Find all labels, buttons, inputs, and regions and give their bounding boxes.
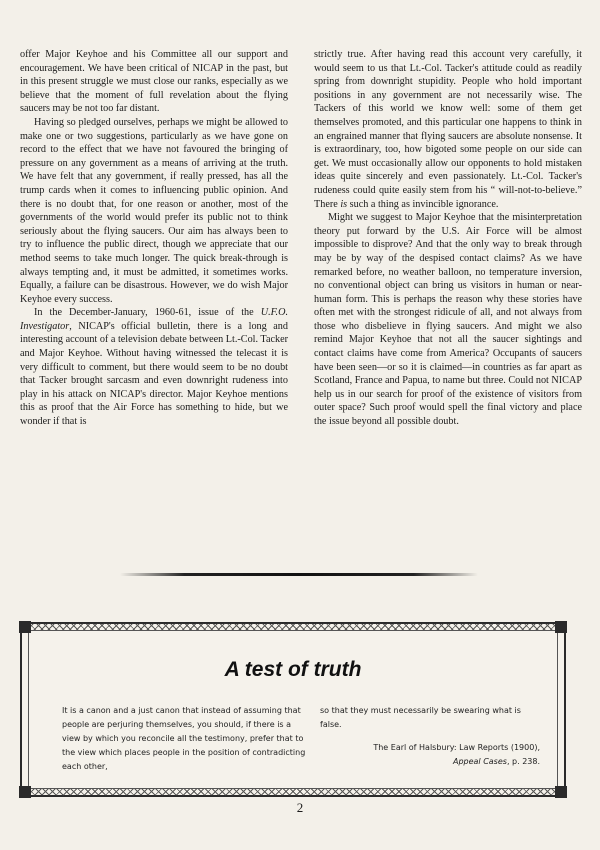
- paragraph: [314, 48, 582, 211]
- paragraph-text: strictly true. After having read this account very carefully, it would seem to us that Lt.-Col. Tacker's attitude could as readily spring from downright stupidity. People who hold important positions in any government are not necessarily wise. The Tackers of this world we know well: some of them get themselves promoted, and this particular one happens to think in an engrained manner that flying saucers are absolute nonsense. It is extraordinary, too, how bigoted some people on our side can get. We must occasionally allow our opponents to hold mistaken ideas quite sincerely and even passionately. Lt.-Col. Tacker's rudeness could quite easily stem from his “ will-not-to-believe.” There: [314, 49, 582, 210]
- quote-body: [62, 704, 540, 774]
- attribution-page: , p. 238.: [506, 757, 540, 766]
- attribution-source: The Earl of Halsbury: Law Reports (1900),: [373, 743, 540, 752]
- paragraph-text: such a thing as invincible ignorance.: [347, 198, 499, 210]
- left-column: [20, 48, 288, 548]
- paragraph: [20, 306, 288, 428]
- decorative-border-top: [28, 623, 558, 630]
- quote-text-right: [320, 704, 540, 774]
- corner-ornament: [19, 786, 31, 798]
- quote-text: so that they must necessarily be swearing what is false.: [320, 706, 521, 729]
- paragraph: offer Major Keyhoe and his Committee all our support and encouragement. We have been critical of NICAP in the past, but in this present struggle we must close our ranks, especially as we believe that the moment of full revelation about the flying saucers may be not too far distant.: [20, 49, 288, 115]
- decorative-border-bottom: [28, 789, 558, 796]
- quote-box: [20, 622, 566, 797]
- corner-ornament: [555, 786, 567, 798]
- right-column: [314, 48, 582, 548]
- quote-text-left: It is a canon and a just canon that instead of assuming that people are perjuring themselves, you should, if there is a view by which you reconcile all the testimony, prefer that to the view which places people in the position of contradicting each other,: [62, 706, 306, 771]
- paragraph-text: , NICAP's official bulletin, there is a long and interesting account of a television debate between Lt.-Col. Tacker and Major Keyhoe. Without having witnessed the telecast it is very difficult to comment, but there would seem to be no doubt that Tacker brought sarcasm and even downright rudeness into play in his attack on NICAP's director. Major Keyhoe mentions this as proof that the Air Force has something to hide, but we wonder if that is: [20, 320, 288, 428]
- corner-ornament: [555, 621, 567, 633]
- paragraph: Having so pledged ourselves, perhaps we might be allowed to make one or two suggestions, particularly as we have gone on record to the effect that we have not favoured the bringing of pressure on any government as a means of arriving at the truth. We have felt that any government, if really pressed, has all the trump cards when it comes to influencing public opinion. And there is no doubt that, for one reason or another, most of the governments of the world would prefer its public not to think seriously about the flying saucers. Our aim has always been to try to influence the public direct, though we appreciate that our method seems to take much longer. The quick break-through is always tempting and, it must be admitted, it sometimes works. Equally, a failure can be disastrous. However, we do wish Major Keyhoe every success.: [20, 116, 288, 305]
- paragraph: Might we suggest to Major Keyhoe that the misinterpretation theory put forward by the U.S. Air Force will be almost impossible to disprove? And that the only way to break through may be by way of the despised contact claims? As we have remarked before, no weather balloon, no temperature inversion, no conventional object can bring us visitors in human or near-human form. This is perhaps the reason why these stories have often met with the strongest ridicule of all, and not always from those who disbelieve in flying saucers. And might we also remind Major Keyhoe that not all the saucer sightings and contact claims have come from America? Occupants of saucers have been seen—or so it is claimed—in countries as far apart as Scotland, France and Papua, to name but three. Could not NICAP help us in our search for proof of the existence of visitors from outer space? Such proof would spell the final victory and place the issue beyond all possible doubt.: [314, 212, 582, 428]
- publication-title: U.F.O. Investigator: [20, 307, 288, 332]
- quote-attribution: [320, 741, 540, 769]
- page-number: 2: [296, 800, 304, 815]
- corner-ornament: [19, 621, 31, 633]
- section-divider: [120, 573, 478, 576]
- paragraph-text: In the December-January, 1960-61, issue of the: [34, 307, 261, 319]
- emphasis: is: [340, 198, 348, 210]
- quote-title: A test of truth: [224, 658, 362, 681]
- attribution-publication: Appeal Cases: [452, 757, 507, 766]
- article-columns: [20, 48, 582, 548]
